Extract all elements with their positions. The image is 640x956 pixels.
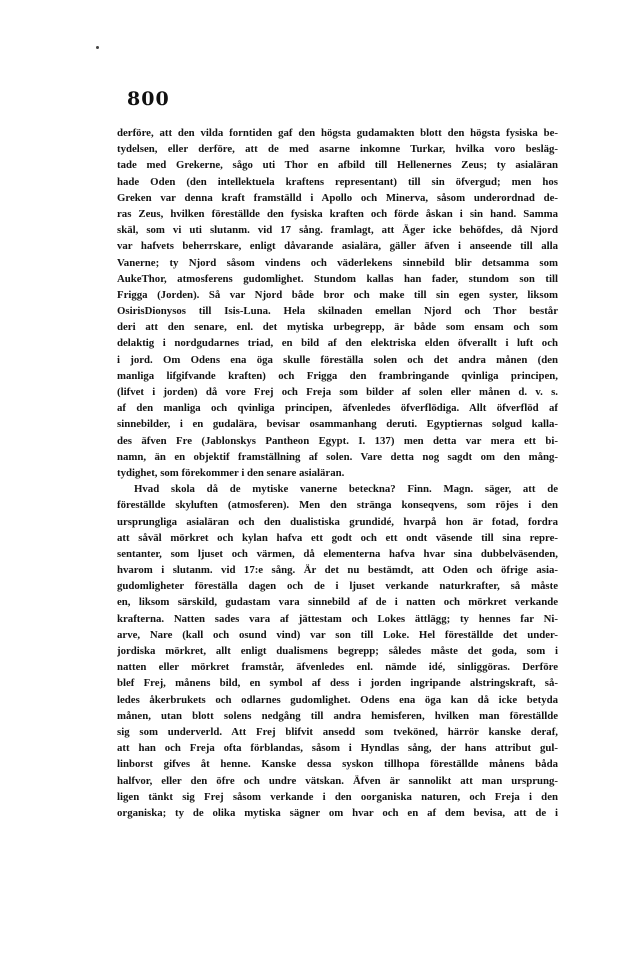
text-line: Frigga (Jorden). Så var Njord både bror och make till sin egen syster, liksom — [117, 288, 558, 301]
text-line: tydelsen, eller derföre, att de med asarne inkomne Turkar, hvilka voro besläg- — [117, 143, 558, 156]
text-line: hvarom i slutanm. vid 17:e sång. Är det nu bestämdt, att Oden och öfrige asia- — [117, 564, 558, 577]
text-line: delaktig i nordgudarnes triad, en bild af den elektriska elden öfverallt i luft och — [117, 337, 558, 350]
text-line: i jord. Om Odens ena öga skulle föreställa solen och det andra månen (den — [117, 353, 558, 366]
text-line: sinnebilder, i en gudalära, bevisar osammanhang deruti. Egyptiernas solgud kalla- — [117, 418, 558, 431]
text-line: halfvor, eller den öfre och undre vätskan. Äfven är sannolikt att man ursprung- — [117, 774, 558, 787]
text-line: linborst gifves åt henne. Kanske dessa syskon tillhopa föreställde månens båda — [117, 758, 558, 771]
text-line: namn, än en objektif framställning af solen. Vare detta nog sagdt om den mång- — [117, 450, 558, 463]
text-line: tade med Grekerne, sågo uti Thor en afbild till Hellenernes Zeus; ty asialäran — [117, 159, 558, 172]
text-line: att såväl mörkret och kylan hafva ett godt och ett ondt väsende till sina repre- — [117, 531, 558, 544]
text-line: organiska; ty de olika mytiska sägner om hvar och en af dem bevisa, att de i — [117, 806, 558, 819]
text-line: ledes åkerbrukets och odlarnes gudomlighet. Odens ena öga kan då icke betyda — [117, 693, 558, 706]
text-line: ligen tänkt sig Frej såsom verkande i den oorganiska naturen, och Freja i den — [117, 790, 558, 803]
text-line: skäl, som vi uti slutanm. vid 17 sång. framlagt, att Äger icke behöfdes, då Njord — [117, 224, 558, 237]
text-line: Hvad skola då de mytiske vanerne beteckna? Finn. Magn. säger, att de — [134, 483, 558, 496]
text-line: Greken var denna kraft framställd i Apollo och Minerva, såsom underordnad de- — [117, 191, 558, 204]
text-line: krafterna. Natten sades vara af jättestam och Lokes ättlägg; ty hennes far Ni- — [117, 612, 558, 625]
text-line: föreställde skyluften (atmosferen). Men den stränga konseqvens, som röjes i den — [117, 499, 558, 512]
text-line: OsirisDionysos till Isis-Luna. Hela skilnaden emellan Njord och Thor består — [117, 305, 558, 318]
text-line: månen, utan blott solens nedgång till andra hemisferen, hvilken man föreställde — [117, 709, 558, 722]
text-line: var hafvets beherrskare, enligt dåvarande asialära, gäller äfven i anseende till alla — [117, 240, 558, 253]
text-line: blef Frej, månens bild, en symbol af dess i jorden ingripande alstringskraft, så- — [117, 677, 558, 690]
text-line: jordiska mörkret, allt enligt dualismens begrepp; således måste det goda, som i — [117, 645, 558, 657]
text-line: ras Zeus, hvilken föreställde den fysiska kraften och förde åskan i sin hand. Samma — [117, 207, 558, 220]
text-line: att han och Freja ofta förblandas, såsom i Hyndlas sång, der hans attribut gul- — [117, 742, 558, 755]
text-line: sentanter, som ljuset och värmen, då elementerna hafva hvar sina dubbelväsenden, — [117, 547, 558, 560]
text-line: natten eller mörkret framstår, äfvenledes enl. nämde idé, sinliggöras. Derföre — [117, 661, 558, 674]
text-line: deri att den senare, enl. det mytiska urbegrepp, är både som ensam och som — [117, 321, 558, 334]
margin-mark — [96, 46, 99, 49]
text-line: gudomligheter föreställa dagen och de i ljuset verkande naturkrafter, så måste — [117, 580, 558, 593]
text-line: des äfven Fre (Jablonskys Pantheon Egypt. I. 137) men detta var mera ett bi- — [117, 434, 558, 447]
text-line: Vanerne; ty Njord såsom vindens och väderlekens sinnebild blir detsamma som — [117, 256, 558, 269]
text-line: arve, Nare (kall och osund vind) var son till Loke. Hel föreställde det under- — [117, 628, 558, 641]
body-text — [117, 125, 558, 821]
text-line: sig som underverld. Att Frej blifvit ansedd som tveköned, härrör kanske deraf, — [117, 725, 558, 738]
text-line: manliga lifgifvande kraften) och Frigga den frambringande qvinliga principen, — [117, 369, 558, 382]
page-number: 800 — [127, 88, 170, 110]
text-line: tydighet, som förekommer i den senare asialäran. — [117, 466, 345, 479]
text-line: AukeThor, atmosferens gudomlighet. Stundom kallas han fader, stundom son till — [117, 272, 558, 285]
text-line: af den manliga och qvinliga principen, äfvenledes öfverflödiga. Allt öfverflöd af — [117, 402, 558, 415]
text-line: derföre, att den vilda forntiden gaf den högsta gudamakten blott den högsta fysiska be- — [117, 127, 558, 139]
text-line: (lifvet i jorden) då vore Frej och Freja som bilder af solen eller månen d. v. s. — [117, 386, 558, 398]
text-line: hade Oden (den intellektuela kraftens representant) till sin öfvergud; men hos — [117, 175, 558, 188]
text-line: en, liksom särskild, gudastam vara sinnebild af de i natten och mörkret verkande — [117, 596, 558, 609]
text-line: ursprungliga asialäran och den dualistiska grundidé, hvarpå hon är fotad, fordra — [117, 515, 558, 528]
